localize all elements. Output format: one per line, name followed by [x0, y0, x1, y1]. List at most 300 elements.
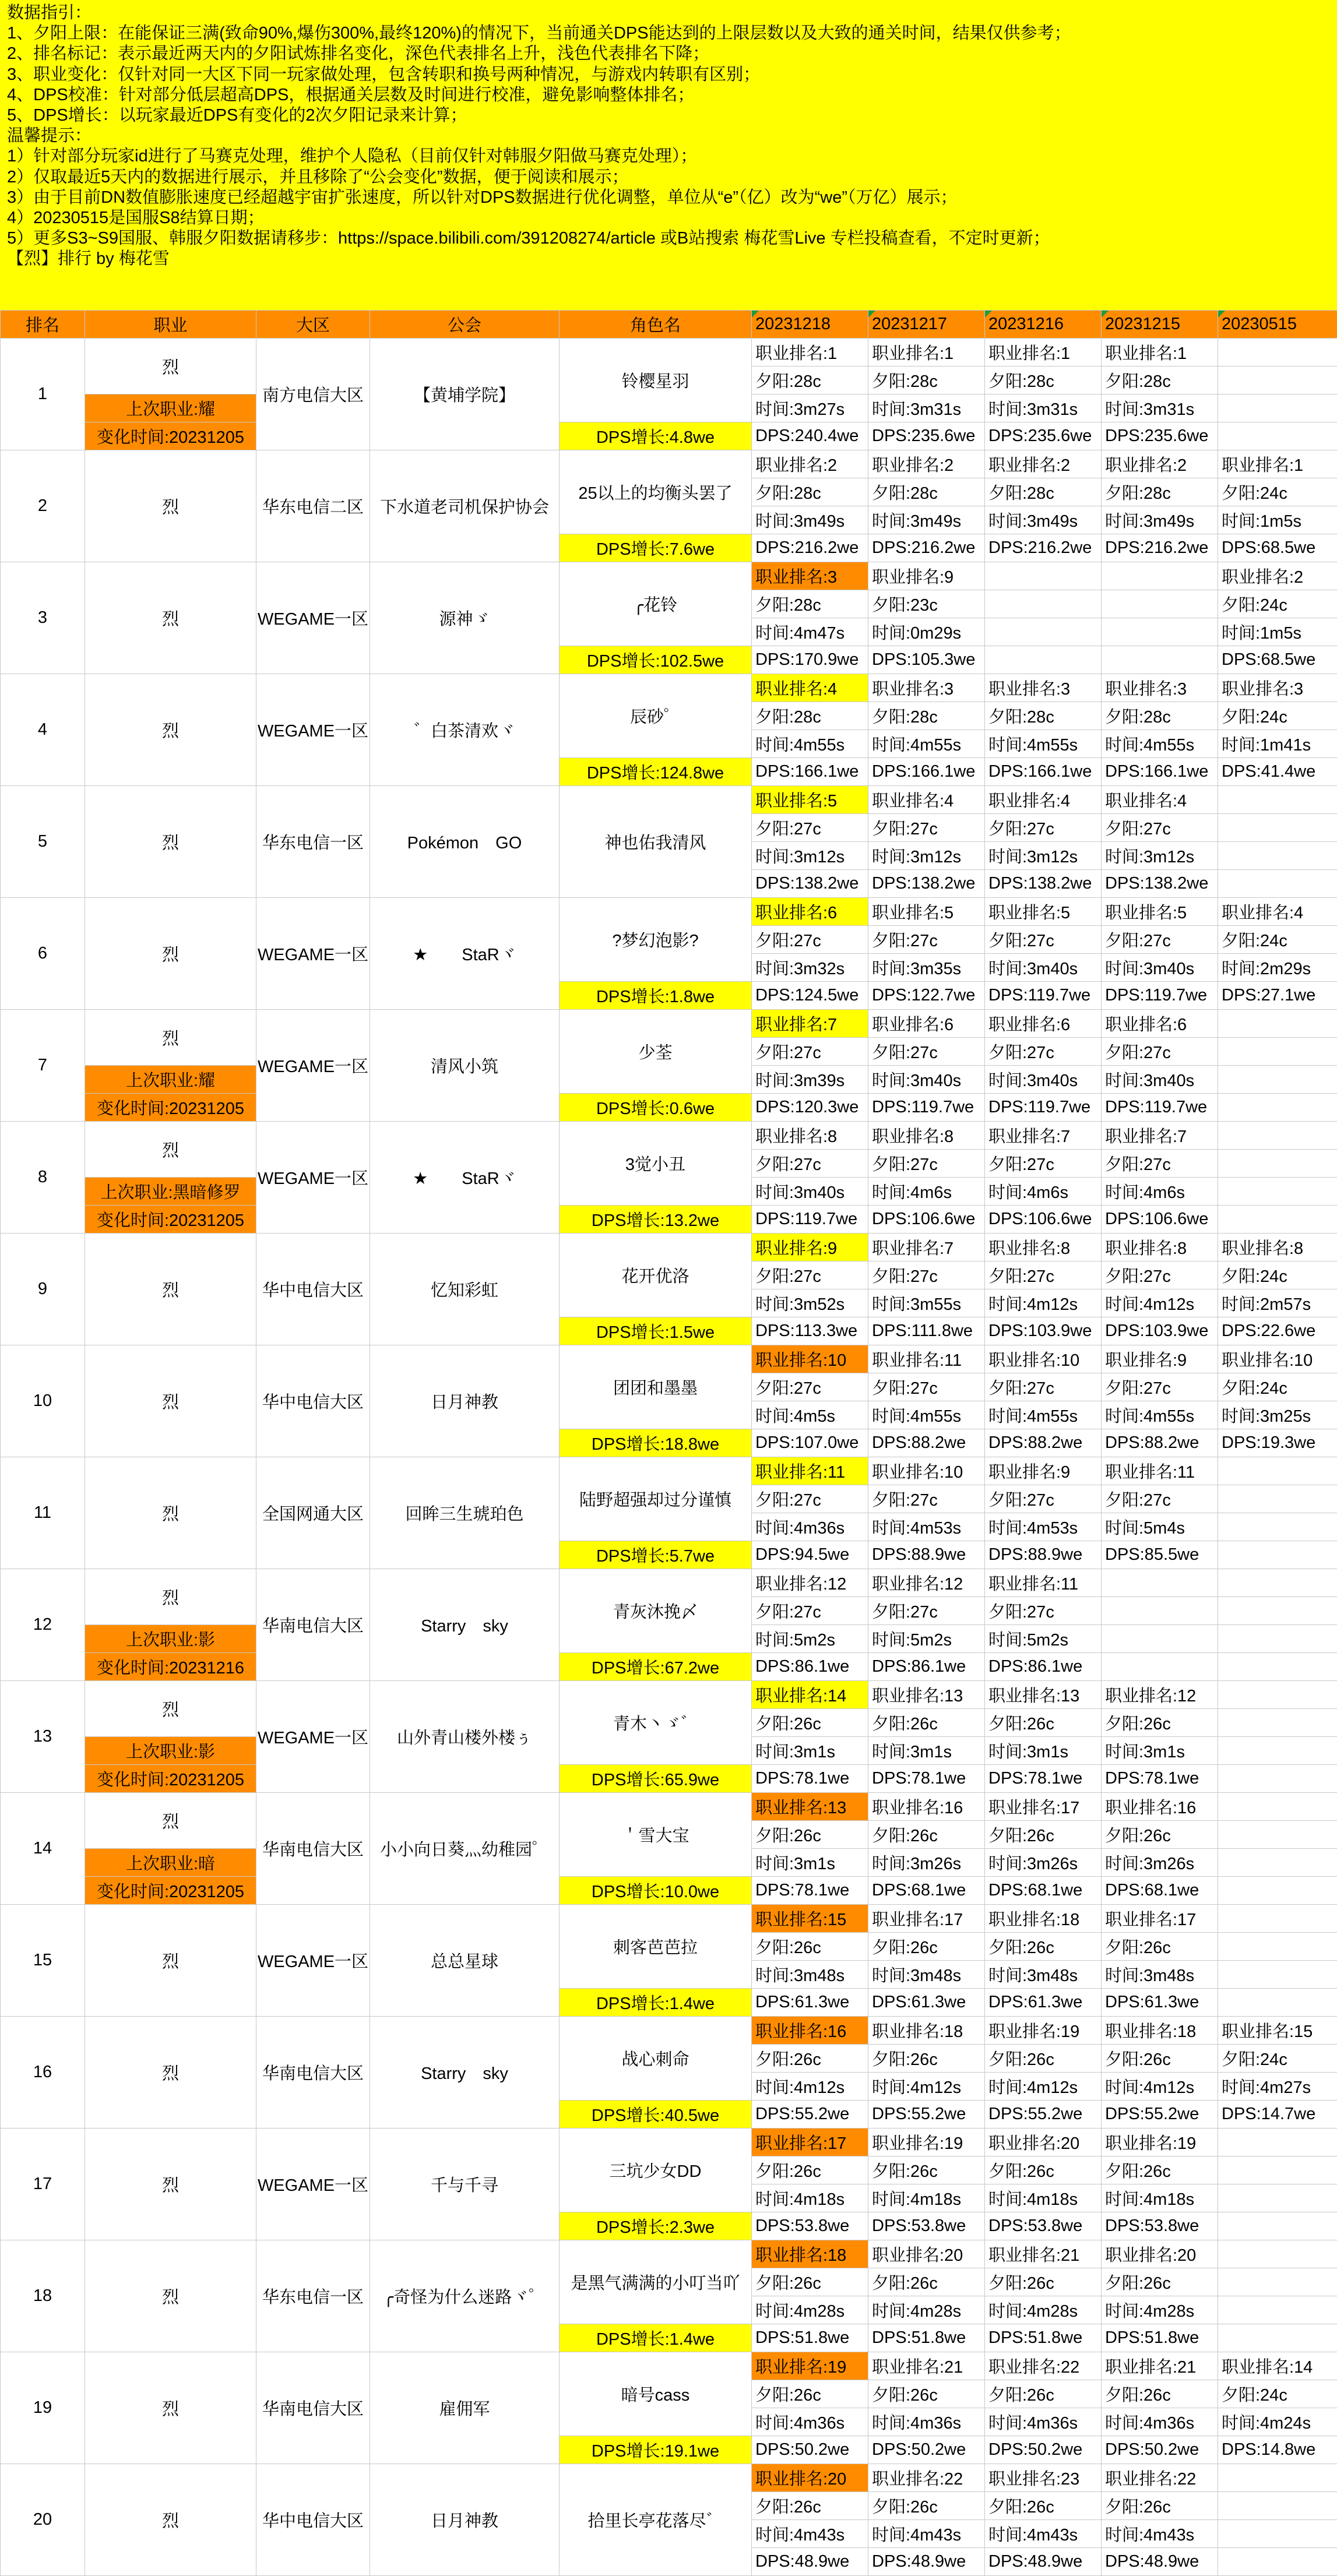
table-row: [1, 339, 1337, 367]
rank-cell: 4: [1, 674, 85, 786]
date-stat-cell: 时间:3m25s: [1218, 1401, 1337, 1429]
date-stat-cell: 夕阳:24c: [1218, 926, 1337, 954]
table-row: [1, 1765, 1337, 1793]
character-name-cell: 陆野超强却过分谨慎: [560, 1457, 752, 1541]
date-stat-cell: DPS:41.4we: [1218, 758, 1337, 786]
date-stat-cell: 时间:4m55s: [868, 730, 985, 758]
date-stat-cell: 职业排名:4: [985, 786, 1102, 814]
date-stat-cell: 职业排名:9: [868, 562, 985, 590]
date-stat-cell: 夕阳:27c: [985, 1038, 1102, 1066]
guild-cell: 小小向日葵灬幼稚园゜: [370, 1793, 560, 1905]
job-cell: 烈: [85, 1457, 256, 1569]
date-stat-cell: DPS:113.3we: [752, 1317, 868, 1345]
previous-job-badge: 上次职业:暗: [85, 1849, 256, 1877]
header-date-1[interactable]: 20231218: [752, 311, 868, 339]
date-stat-cell: 夕阳:28c: [752, 478, 868, 506]
guild-cell: 总总星球: [370, 1905, 560, 2017]
date-stat-cell: 职业排名:8: [985, 1234, 1102, 1261]
character-name-cell: 战心刺命: [560, 2017, 752, 2101]
job-cell: 烈: [85, 898, 256, 1010]
date-stat-cell: 夕阳:24c: [1218, 2380, 1337, 2408]
rank-cell: 9: [1, 1234, 85, 1345]
date-stat-cell: [1102, 1653, 1218, 1681]
date-stat-cell: 时间:3m35s: [868, 954, 985, 982]
date-stat-cell: 时间:3m40s: [985, 1066, 1102, 1094]
date-stat-cell: DPS:78.1we: [868, 1765, 985, 1793]
date-stat-cell: 时间:4m12s: [985, 2073, 1102, 2101]
date-stat-cell: 职业排名:8: [868, 1122, 985, 1150]
date-stat-cell: 夕阳:28c: [752, 590, 868, 618]
date-stat-cell: 职业排名:22: [985, 2352, 1102, 2380]
date-stat-cell: 时间:4m53s: [868, 1513, 985, 1541]
date-stat-cell: DPS:170.9we: [752, 646, 868, 674]
date-stat-cell: DPS:119.7we: [868, 1094, 985, 1122]
date-stat-cell: 职业排名:10: [985, 1345, 1102, 1373]
date-stat-cell: 时间:3m49s: [985, 506, 1102, 534]
job-cell: 烈: [85, 2129, 256, 2240]
dps-growth-badge: DPS增长:10.0we: [560, 1877, 752, 1905]
date-stat-cell: 时间:4m43s: [752, 2520, 868, 2548]
date-stat-cell: 时间:3m40s: [1102, 1066, 1218, 1094]
date-stat-cell: 夕阳:27c: [1102, 926, 1218, 954]
date-stat-cell: 职业排名:6: [1102, 1010, 1218, 1038]
date-stat-cell: [985, 646, 1102, 674]
date-stat-cell: 夕阳:26c: [868, 1933, 985, 1961]
date-stat-cell: [1218, 394, 1337, 422]
date-stat-cell: 夕阳:28c: [985, 702, 1102, 730]
change-time-badge: 变化时间:20231205: [85, 1765, 256, 1793]
date-stat-cell: 夕阳:27c: [1102, 1150, 1218, 1178]
date-stat-cell: DPS:78.1we: [1102, 1765, 1218, 1793]
date-stat-cell: 职业排名:7: [868, 1234, 985, 1261]
date-stat-cell: DPS:138.2we: [1102, 870, 1218, 898]
table-header-row: [1, 311, 1337, 339]
date-stat-cell: [1218, 1653, 1337, 1681]
date-stat-cell: DPS:61.3we: [1102, 1989, 1218, 2017]
date-stat-cell: 职业排名:22: [868, 2464, 985, 2492]
date-stat-cell: DPS:166.1we: [868, 758, 985, 786]
date-stat-cell: 职业排名:1: [868, 339, 985, 367]
date-stat-cell: 职业排名:12: [868, 1569, 985, 1597]
table-row: [1, 422, 1337, 450]
date-stat-cell: 时间:2m29s: [1218, 954, 1337, 982]
date-stat-cell: 时间:4m18s: [985, 2184, 1102, 2212]
date-stat-cell: 夕阳:26c: [868, 2380, 985, 2408]
date-stat-cell: DPS:50.2we: [1102, 2436, 1218, 2464]
date-stat-cell: 夕阳:26c: [752, 1821, 868, 1849]
date-stat-cell: 职业排名:15: [752, 1905, 868, 1933]
rank-cell: 14: [1, 1793, 85, 1905]
date-stat-cell: [985, 590, 1102, 618]
guild-cell: 回眸三生琥珀色: [370, 1457, 560, 1569]
dps-growth-badge: DPS增长:0.6we: [560, 1094, 752, 1122]
date-stat-cell: 夕阳:27c: [985, 926, 1102, 954]
date-stat-cell: [1218, 1737, 1337, 1765]
date-stat-cell: DPS:88.2we: [868, 1429, 985, 1457]
date-stat-cell: [1218, 1541, 1337, 1569]
change-time-badge: 变化时间:20231216: [85, 1653, 256, 1681]
guild-cell: 山外青山楼外楼ぅ: [370, 1681, 560, 1793]
date-stat-cell: 时间:4m55s: [868, 1401, 985, 1429]
date-stat-cell: 夕阳:24c: [1218, 2045, 1337, 2073]
date-stat-cell: 时间:3m31s: [868, 394, 985, 422]
dps-growth-badge: DPS增长:1.8we: [560, 982, 752, 1010]
server-cell: WEGAME一区: [256, 1681, 370, 1793]
date-stat-cell: DPS:51.8we: [868, 2324, 985, 2352]
date-stat-cell: 夕阳:26c: [752, 2380, 868, 2408]
date-stat-cell: [985, 562, 1102, 590]
server-cell: 华南电信大区: [256, 2017, 370, 2129]
date-stat-cell: [1218, 1038, 1337, 1066]
rank-cell: 6: [1, 898, 85, 1010]
guild-cell: 忆知彩虹: [370, 1234, 560, 1345]
job-cell: 烈: [85, 1234, 256, 1345]
date-stat-cell: 夕阳:24c: [1218, 1261, 1337, 1289]
date-stat-cell: 职业排名:22: [1102, 2464, 1218, 2492]
rank-cell: 5: [1, 786, 85, 898]
date-stat-cell: [1218, 2240, 1337, 2268]
date-stat-cell: 夕阳:26c: [868, 2268, 985, 2296]
date-stat-cell: 时间:1m41s: [1218, 730, 1337, 758]
date-stat-cell: DPS:50.2we: [752, 2436, 868, 2464]
date-stat-cell: DPS:68.5we: [1218, 646, 1337, 674]
rank-cell: 10: [1, 1345, 85, 1457]
date-stat-cell: 时间:3m27s: [752, 394, 868, 422]
date-stat-cell: [1218, 1206, 1337, 1234]
date-stat-cell: 时间:3m40s: [752, 1178, 868, 1206]
date-stat-cell: [1218, 2464, 1337, 2492]
date-stat-cell: 夕阳:24c: [1218, 590, 1337, 618]
date-stat-cell: 夕阳:26c: [752, 2045, 868, 2073]
date-stat-cell: DPS:166.1we: [1102, 758, 1218, 786]
date-stat-cell: DPS:240.4we: [752, 422, 868, 450]
date-stat-cell: 职业排名:11: [752, 1457, 868, 1485]
date-stat-cell: DPS:138.2we: [985, 870, 1102, 898]
date-stat-cell: 夕阳:26c: [1102, 1709, 1218, 1737]
date-stat-cell: DPS:106.6we: [868, 1206, 985, 1234]
date-stat-cell: 夕阳:26c: [985, 1821, 1102, 1849]
date-stat-cell: 夕阳:26c: [868, 2045, 985, 2073]
date-stat-cell: 时间:4m12s: [868, 2073, 985, 2101]
header-rank[interactable]: 排名: [1, 311, 85, 339]
date-stat-cell: 职业排名:6: [985, 1010, 1102, 1038]
table-row: [1, 2129, 1337, 2156]
date-stat-cell: 职业排名:9: [1102, 1345, 1218, 1373]
date-stat-cell: [1218, 1513, 1337, 1541]
date-stat-cell: 夕阳:27c: [985, 1150, 1102, 1178]
date-stat-cell: 职业排名:11: [1102, 1457, 1218, 1485]
date-stat-cell: [1218, 1905, 1337, 1933]
header-date-3[interactable]: 20231216: [985, 311, 1102, 339]
date-stat-cell: [1218, 2129, 1337, 2156]
date-stat-cell: 时间:5m2s: [985, 1625, 1102, 1653]
date-stat-cell: 夕阳:24c: [1218, 702, 1337, 730]
date-stat-cell: 夕阳:26c: [752, 2268, 868, 2296]
date-stat-cell: 时间:3m48s: [752, 1961, 868, 1989]
date-stat-cell: DPS:53.8we: [985, 2212, 1102, 2240]
date-stat-cell: DPS:216.2we: [868, 534, 985, 562]
date-stat-cell: 夕阳:27c: [985, 1485, 1102, 1513]
guild-cell: Pokémon GO: [370, 786, 560, 898]
date-stat-cell: DPS:86.1we: [985, 1653, 1102, 1681]
server-cell: WEGAME一区: [256, 2129, 370, 2240]
date-stat-cell: 夕阳:26c: [752, 1709, 868, 1737]
rank-cell: 2: [1, 450, 85, 562]
previous-job-badge: 上次职业:影: [85, 1625, 256, 1653]
date-stat-cell: [1218, 1066, 1337, 1094]
character-name-cell: 拾里长亭花落尽゛: [560, 2464, 752, 2576]
job-cell: 烈: [85, 786, 256, 898]
date-stat-cell: 职业排名:20: [1102, 2240, 1218, 2268]
date-stat-cell: 时间:2m57s: [1218, 1289, 1337, 1317]
guild-cell: 下水道老司机保护协会: [370, 450, 560, 562]
date-stat-cell: DPS:53.8we: [752, 2212, 868, 2240]
table-row: [1, 1681, 1337, 1709]
server-cell: 华南电信大区: [256, 1569, 370, 1681]
job-cell: 烈: [85, 2464, 256, 2576]
date-stat-cell: 夕阳:26c: [752, 2156, 868, 2184]
date-stat-cell: DPS:78.1we: [752, 1877, 868, 1905]
header-character[interactable]: 角色名: [560, 311, 752, 339]
date-stat-cell: DPS:68.1we: [985, 1877, 1102, 1905]
rank-cell: 13: [1, 1681, 85, 1793]
date-stat-cell: 时间:4m12s: [985, 1289, 1102, 1317]
date-stat-cell: 职业排名:23: [985, 2464, 1102, 2492]
dps-growth-badge: DPS增长:2.3we: [560, 2212, 752, 2240]
date-stat-cell: [1218, 1933, 1337, 1961]
date-stat-cell: 职业排名:1: [1102, 339, 1218, 367]
date-stat-cell: 职业排名:7: [1102, 1122, 1218, 1150]
table-row: [1, 1653, 1337, 1681]
job-cell: 烈: [85, 1681, 256, 1737]
server-cell: 南方电信大区: [256, 339, 370, 450]
table-row: [1, 786, 1337, 814]
date-stat-cell: 夕阳:27c: [1102, 814, 1218, 842]
date-stat-cell: 职业排名:9: [752, 1234, 868, 1261]
date-stat-cell: 职业排名:4: [752, 674, 868, 702]
date-stat-cell: 时间:4m55s: [985, 730, 1102, 758]
date-stat-cell: 职业排名:6: [868, 1010, 985, 1038]
date-stat-cell: [1218, 422, 1337, 450]
table-row: [1, 1234, 1337, 1261]
date-stat-cell: [1218, 814, 1337, 842]
date-stat-cell: 时间:3m26s: [868, 1849, 985, 1877]
date-stat-cell: 职业排名:1: [752, 339, 868, 367]
date-stat-cell: 时间:4m24s: [1218, 2408, 1337, 2436]
date-stat-cell: 夕阳:27c: [985, 1597, 1102, 1625]
date-stat-cell: 职业排名:18: [1102, 2017, 1218, 2045]
date-stat-cell: 职业排名:21: [1102, 2352, 1218, 2380]
data-guide-notes: [0, 0, 1337, 310]
date-stat-cell: 夕阳:27c: [752, 926, 868, 954]
table-row: [1, 2017, 1337, 2045]
date-stat-cell: 职业排名:12: [1102, 1681, 1218, 1709]
date-stat-cell: 时间:4m43s: [868, 2520, 985, 2548]
date-stat-cell: 职业排名:3: [868, 674, 985, 702]
date-stat-cell: 夕阳:26c: [1102, 1821, 1218, 1849]
job-cell: 烈: [85, 2017, 256, 2129]
date-stat-cell: 夕阳:28c: [985, 478, 1102, 506]
date-stat-cell: DPS:51.8we: [752, 2324, 868, 2352]
job-cell: 烈: [85, 339, 256, 394]
character-name-cell: 暗号cass: [560, 2352, 752, 2436]
date-stat-cell: DPS:51.8we: [1102, 2324, 1218, 2352]
rank-cell: 18: [1, 2240, 85, 2352]
date-stat-cell: 职业排名:5: [752, 786, 868, 814]
character-name-cell: ╭花铃: [560, 562, 752, 646]
header-date-2[interactable]: 20231217: [868, 311, 985, 339]
date-stat-cell: DPS:27.1we: [1218, 982, 1337, 1010]
date-stat-cell: DPS:138.2we: [868, 870, 985, 898]
guild-cell: 雇佣军: [370, 2352, 560, 2464]
date-stat-cell: [985, 618, 1102, 646]
date-stat-cell: DPS:235.6we: [868, 422, 985, 450]
date-stat-cell: DPS:55.2we: [985, 2101, 1102, 2129]
date-stat-cell: 时间:4m36s: [752, 1513, 868, 1541]
date-stat-cell: 职业排名:1: [985, 339, 1102, 367]
character-name-cell: 团团和墨墨: [560, 1345, 752, 1429]
guild-cell: ╭奇怪为什么迷路ヾ゜: [370, 2240, 560, 2352]
previous-job-badge: 上次职业:黑暗修罗: [85, 1178, 256, 1206]
date-stat-cell: 时间:3m1s: [752, 1737, 868, 1765]
date-stat-cell: DPS:103.9we: [1102, 1317, 1218, 1345]
date-stat-cell: [1218, 1989, 1337, 2017]
header-date-4[interactable]: 20231215: [1102, 311, 1218, 339]
date-stat-cell: DPS:51.8we: [985, 2324, 1102, 2352]
dps-growth-badge: DPS增长:65.9we: [560, 1765, 752, 1793]
dps-growth-badge: DPS增长:4.8we: [560, 422, 752, 450]
table-row: [1, 1094, 1337, 1122]
date-stat-cell: 职业排名:2: [1218, 562, 1337, 590]
date-stat-cell: [1218, 339, 1337, 367]
date-stat-cell: [1218, 2184, 1337, 2212]
date-stat-cell: [1218, 1709, 1337, 1737]
date-stat-cell: 夕阳:28c: [868, 478, 985, 506]
server-cell: 华东电信二区: [256, 450, 370, 562]
rank-cell: 11: [1, 1457, 85, 1569]
date-stat-cell: 时间:3m31s: [1102, 394, 1218, 422]
date-stat-cell: 职业排名:8: [1218, 1234, 1337, 1261]
header-server[interactable]: 大区: [256, 311, 370, 339]
date-stat-cell: DPS:122.7we: [868, 982, 985, 1010]
date-stat-cell: 夕阳:28c: [752, 702, 868, 730]
date-stat-cell: 时间:3m26s: [985, 1849, 1102, 1877]
date-stat-cell: [1102, 1597, 1218, 1625]
date-stat-cell: [1102, 646, 1218, 674]
guild-cell: 日月神教: [370, 2464, 560, 2576]
date-stat-cell: 夕阳:26c: [868, 2492, 985, 2520]
character-name-cell: ?梦幻泡影?: [560, 898, 752, 982]
date-stat-cell: 夕阳:27c: [1102, 1485, 1218, 1513]
date-stat-cell: DPS:61.3we: [868, 1989, 985, 2017]
date-stat-cell: 夕阳:26c: [985, 2268, 1102, 2296]
date-stat-cell: [1218, 2324, 1337, 2352]
date-stat-cell: DPS:105.3we: [868, 646, 985, 674]
date-stat-cell: DPS:55.2we: [752, 2101, 868, 2129]
table-row: [1, 1569, 1337, 1597]
date-stat-cell: DPS:88.9we: [868, 1541, 985, 1569]
date-stat-cell: 时间:4m36s: [985, 2408, 1102, 2436]
header-date-5[interactable]: 20230515: [1218, 311, 1337, 339]
date-stat-cell: 时间:4m6s: [868, 1178, 985, 1206]
date-stat-cell: 职业排名:19: [868, 2129, 985, 2156]
date-stat-cell: [1218, 1569, 1337, 1597]
date-stat-cell: DPS:55.2we: [1102, 2101, 1218, 2129]
date-stat-cell: 夕阳:26c: [1102, 1933, 1218, 1961]
character-name-cell: 神也佑我清风: [560, 786, 752, 898]
date-stat-cell: 职业排名:7: [752, 1010, 868, 1038]
rank-cell: 12: [1, 1569, 85, 1681]
guild-cell: 千与千寻: [370, 2129, 560, 2240]
table-row: [1, 674, 1337, 702]
guild-cell: 【黄埔学院】: [370, 339, 560, 450]
date-stat-cell: 时间:4m36s: [868, 2408, 985, 2436]
server-cell: WEGAME一区: [256, 1122, 370, 1234]
date-stat-cell: 时间:3m40s: [1102, 954, 1218, 982]
date-stat-cell: 职业排名:4: [1218, 898, 1337, 926]
date-stat-cell: 职业排名:2: [752, 450, 868, 478]
rank-cell: 3: [1, 562, 85, 674]
date-stat-cell: 职业排名:3: [1102, 674, 1218, 702]
header-guild[interactable]: 公会: [370, 311, 560, 339]
change-time-badge: 变化时间:20231205: [85, 1094, 256, 1122]
date-stat-cell: 时间:3m49s: [752, 506, 868, 534]
date-stat-cell: DPS:53.8we: [868, 2212, 985, 2240]
server-cell: WEGAME一区: [256, 1010, 370, 1122]
ranking-table: [0, 310, 1337, 2576]
date-stat-cell: 夕阳:27c: [868, 1597, 985, 1625]
character-name-cell: 少荃: [560, 1010, 752, 1094]
date-stat-cell: DPS:216.2we: [1102, 534, 1218, 562]
dps-growth-badge: DPS增长:67.2we: [560, 1653, 752, 1681]
date-stat-cell: 夕阳:27c: [868, 1261, 985, 1289]
character-name-cell: 铃樱星羽: [560, 339, 752, 422]
date-stat-cell: 夕阳:27c: [985, 814, 1102, 842]
date-stat-cell: DPS:78.1we: [752, 1765, 868, 1793]
date-stat-cell: 夕阳:27c: [868, 1485, 985, 1513]
header-job[interactable]: 职业: [85, 311, 256, 339]
date-stat-cell: 夕阳:27c: [868, 1373, 985, 1401]
date-stat-cell: DPS:53.8we: [1102, 2212, 1218, 2240]
server-cell: 华南电信大区: [256, 1793, 370, 1905]
date-stat-cell: 夕阳:24c: [1218, 478, 1337, 506]
date-stat-cell: 时间:4m55s: [985, 1401, 1102, 1429]
guild-cell: 清风小筑: [370, 1010, 560, 1122]
date-stat-cell: DPS:216.2we: [985, 534, 1102, 562]
date-stat-cell: 夕阳:26c: [985, 1709, 1102, 1737]
date-stat-cell: [1102, 562, 1218, 590]
guild-cell: 源神ゞ: [370, 562, 560, 674]
date-stat-cell: 时间:3m26s: [1102, 1849, 1218, 1877]
date-stat-cell: 职业排名:10: [752, 1345, 868, 1373]
table-row: [1, 562, 1337, 590]
date-stat-cell: 职业排名:18: [752, 2240, 868, 2268]
character-name-cell: 刺客芭芭拉: [560, 1905, 752, 1989]
date-stat-cell: DPS:14.8we: [1218, 2436, 1337, 2464]
date-stat-cell: 夕阳:26c: [985, 2156, 1102, 2184]
date-stat-cell: 职业排名:2: [985, 450, 1102, 478]
job-cell: 烈: [85, 450, 256, 562]
previous-job-badge: 上次职业:耀: [85, 1066, 256, 1094]
date-stat-cell: DPS:85.5we: [1102, 1541, 1218, 1569]
date-stat-cell: 时间:4m18s: [868, 2184, 985, 2212]
date-stat-cell: 时间:3m12s: [752, 842, 868, 870]
date-stat-cell: DPS:48.9we: [985, 2548, 1102, 2576]
table-row: [1, 898, 1337, 926]
date-stat-cell: 夕阳:26c: [1102, 2045, 1218, 2073]
date-stat-cell: 夕阳:27c: [868, 1038, 985, 1066]
date-stat-cell: 职业排名:8: [752, 1122, 868, 1150]
